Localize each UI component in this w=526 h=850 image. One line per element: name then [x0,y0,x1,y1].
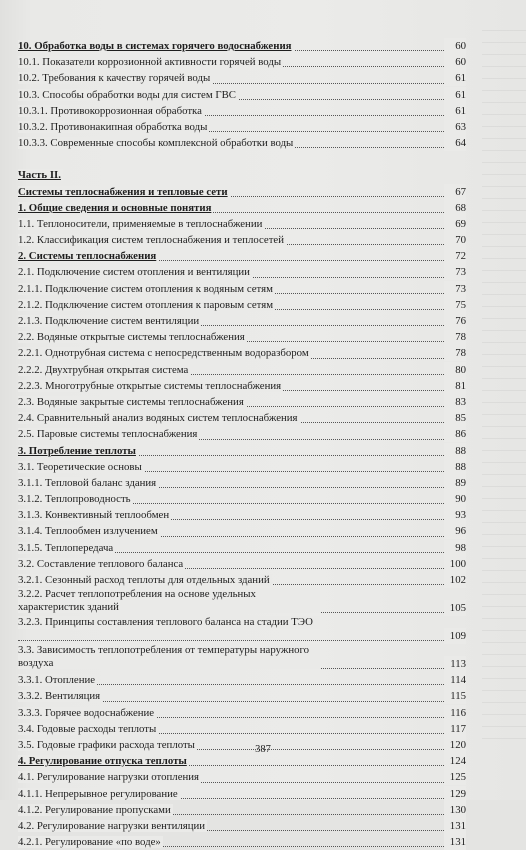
toc-entry-title: 4.1.2. Регулирование пропусками [18,803,171,816]
toc-entry-page: 109 [444,628,466,644]
toc-entry-page: 61 [444,70,466,86]
toc-entry-title: 2.2.2. Двухтрубная открытая система [18,363,189,376]
toc-entry [18,802,466,818]
toc-entry-page: 68 [444,200,466,216]
toc-entry [18,753,466,769]
toc-entry-title: 3.2.2. Расчет теплопотребления на основе удельных характеристик зданий [18,588,320,613]
toc-entry [18,426,466,442]
toc-entry [18,38,466,54]
toc-entry [18,786,466,802]
toc-entry-title: 1.2. Классификация систем теплоснабжения и теплосетей [18,234,284,247]
toc-entry-title: 3.1.3. Конвективный теплообмен [18,509,170,522]
toc-entry-page: 78 [444,345,466,361]
toc-entry-title: 3.1.4. Теплообмен излучением [18,525,158,538]
toc-entry [18,200,466,216]
toc-entry [18,507,466,523]
toc-entry [18,362,466,378]
toc-entry [18,151,466,167]
toc-entry [18,818,466,834]
toc-entry-title: 3.3.3. Горячее водоснабжение [18,706,155,719]
toc-entry-title: 2.1. Подключение систем отопления и вентиляции [18,266,250,279]
toc-entry [18,443,466,459]
toc-entry-title: 4.1. Регулирование нагрузки отопления [18,771,200,784]
toc-entry-page: 60 [444,54,466,70]
toc-entry [18,70,466,86]
toc-entry-page: 70 [444,232,466,248]
toc-entry-title: 10.2. Требования к качеству горячей воды [18,72,211,85]
toc-entry-page: 124 [444,753,466,769]
toc-entry-title: 3.2. Составление теплового баланса [18,557,184,570]
toc-entry [18,232,466,248]
toc-entry-page: 86 [444,426,466,442]
toc-entry-page: 125 [444,769,466,785]
toc-entry [18,475,466,491]
toc-entry [18,87,466,103]
toc-entry-title: 2.2.3. Многотрубные открытые системы теплоснабжения [18,379,282,392]
toc-entry [18,264,466,280]
toc-entry-title: 2.2.1. Однотрубная система с непосредственным водоразбором [18,347,309,360]
toc-entry [18,167,466,183]
toc-entry-page: 64 [444,135,466,151]
toc-entry-title: 2.1.1. Подключение систем отопления к водяным сетям [18,282,273,295]
toc-entry-page: 63 [444,119,466,135]
toc-entry-page: 89 [444,475,466,491]
toc-entry-title: 2.1.2. Подключение систем отопления к паровым сетям [18,298,274,311]
toc-entry-title: 4.1.1. Непрерывное регулирование [18,787,178,800]
toc-entry-title: 2.1.3. Подключение систем вентиляции [18,315,200,327]
toc-entry-title: 3.1.5. Теплопередача [18,541,114,554]
toc-entry [18,248,466,264]
toc-entry [18,345,466,361]
toc-entry-title: 2.4. Сравнительный анализ водяных систем теплоснабжения [18,412,298,425]
page-number: 387 [255,744,271,755]
toc-entry-page: 96 [444,523,466,539]
toc-entry-title: 4.2. Регулирование нагрузки вентиляции [18,819,206,832]
toc-entry-title: 3.1.1. Тепловой баланс здания [18,476,157,489]
toc-entry-page: 75 [444,297,466,313]
toc-entry [18,540,466,556]
toc-entry-page: 100 [444,556,466,572]
toc-entry [18,54,466,70]
toc-entry-title: 3.2.1. Сезонный расход теплоты для отдельных зданий [18,574,270,586]
toc-entry-page: 76 [444,313,466,329]
toc-entry [18,119,466,135]
toc-entry-title: 3.1.2. Теплопроводность [18,493,131,506]
toc-entry-title: 1. Общие сведения и основные понятия [18,201,212,214]
toc-entry-page: 61 [444,103,466,119]
toc-entry-page: 80 [444,362,466,378]
toc-entry-title: 4. Регулирование отпуска теплоты [18,755,187,768]
toc-entry-title: Часть II. [18,169,61,182]
toc-entry [18,184,466,200]
toc-entry [18,616,466,644]
toc-entry [18,688,466,704]
toc-entry-page: 81 [444,378,466,394]
toc-entry-title: 10.3. Способы обработки воды для систем ГВС [18,88,237,101]
toc-entry-page: 88 [444,459,466,475]
toc-entry-page: 61 [444,87,466,103]
toc-entry-title: 3.5. Годовые графики расхода теплоты [18,738,195,751]
toc-entry [18,491,466,507]
toc-entry [18,556,466,572]
toc-entry-page: 120 [444,737,466,753]
toc-entry-page: 85 [444,410,466,426]
toc-entry-title: 2. Системы теплоснабжения [18,250,157,263]
toc-entry [18,103,466,119]
toc-entry-title: 3.3. Зависимость теплопотребления от температуры наружного воздуха [18,644,320,669]
toc-entry [18,216,466,232]
table-of-contents [18,38,466,850]
toc-entry-title: 4.2.1. Регулирование «по воде» [18,836,161,849]
toc-entry-page: 72 [444,248,466,264]
toc-entry-title: 10.3.1. Противокоррозионная обработка [18,104,202,117]
toc-entry [18,721,466,737]
toc-entry [18,672,466,688]
toc-entry-page: 93 [444,507,466,523]
toc-entry [18,410,466,426]
toc-entry-title: 2.3. Водяные закрытые системы теплоснабжения [18,395,244,408]
toc-entry-page: 73 [444,281,466,297]
toc-entry [18,523,466,539]
toc-entry [18,378,466,394]
toc-entry-page: 116 [444,705,466,721]
toc-entry-page: 117 [444,721,466,737]
toc-entry-page: 69 [444,216,466,232]
toc-entry [18,394,466,410]
toc-entry-title: 10. Обработка воды в системах горячего водоснабжения [18,40,292,52]
toc-entry-page: 67 [444,184,466,200]
toc-entry-page: 131 [444,818,466,834]
toc-entry-page: 60 [444,38,466,54]
toc-entry [18,329,466,345]
toc-entry [18,572,466,588]
toc-entry-title: 3.3.1. Отопление [18,674,96,687]
toc-entry-page: 129 [444,786,466,802]
toc-entry-page: 131 [444,834,466,850]
toc-entry-title: 3. Потребление теплоты [18,444,136,457]
toc-entry-title: 1.1. Теплоносители, применяемые в теплоснабжении [18,217,263,230]
toc-entry-page: 115 [444,688,466,704]
toc-entry [18,644,466,672]
toc-entry-page: 114 [444,672,466,688]
toc-entry [18,705,466,721]
toc-entry-title: 3.1. Теоретические основы [18,460,142,473]
toc-entry-title: 10.3.2. Противонакипная обработка воды [18,120,208,133]
toc-entry [18,135,466,151]
toc-entry-page: 130 [444,802,466,818]
toc-entry [18,297,466,313]
toc-entry-page: 105 [444,600,466,616]
toc-entry [18,459,466,475]
toc-entry-page: 98 [444,540,466,556]
toc-entry [18,313,466,329]
toc-entry-title: 2.2. Водяные открытые системы теплоснабжения [18,331,245,344]
toc-entry-title: 3.3.2. Вентиляция [18,690,101,703]
toc-entry [18,769,466,785]
toc-entry [18,281,466,297]
toc-entry-title: 3.4. Годовые расходы теплоты [18,722,157,735]
toc-entry [18,588,466,616]
toc-entry-page: 78 [444,329,466,345]
toc-entry-page: 102 [444,572,466,588]
toc-entry-page: 73 [444,264,466,280]
toc-entry-title: 2.5. Паровые системы теплоснабжения [18,428,198,441]
toc-entry-page: 90 [444,491,466,507]
toc-entry-page: 113 [444,656,466,672]
facing-page-bleed [482,30,526,750]
toc-entry-title: Системы теплоснабжения и тепловые сети [18,185,228,198]
toc-entry-title: 10.3.3. Современные способы комплексной обработки воды [18,137,294,150]
toc-entry-page: 83 [444,394,466,410]
toc-entry-page: 88 [444,443,466,459]
toc-entry [18,834,466,850]
toc-entry-title: 10.1. Показатели коррозионной активности горячей воды [18,56,282,69]
toc-entry-title: 3.2.3. Принципы составления теплового баланса на стадии ТЭО [18,616,320,629]
